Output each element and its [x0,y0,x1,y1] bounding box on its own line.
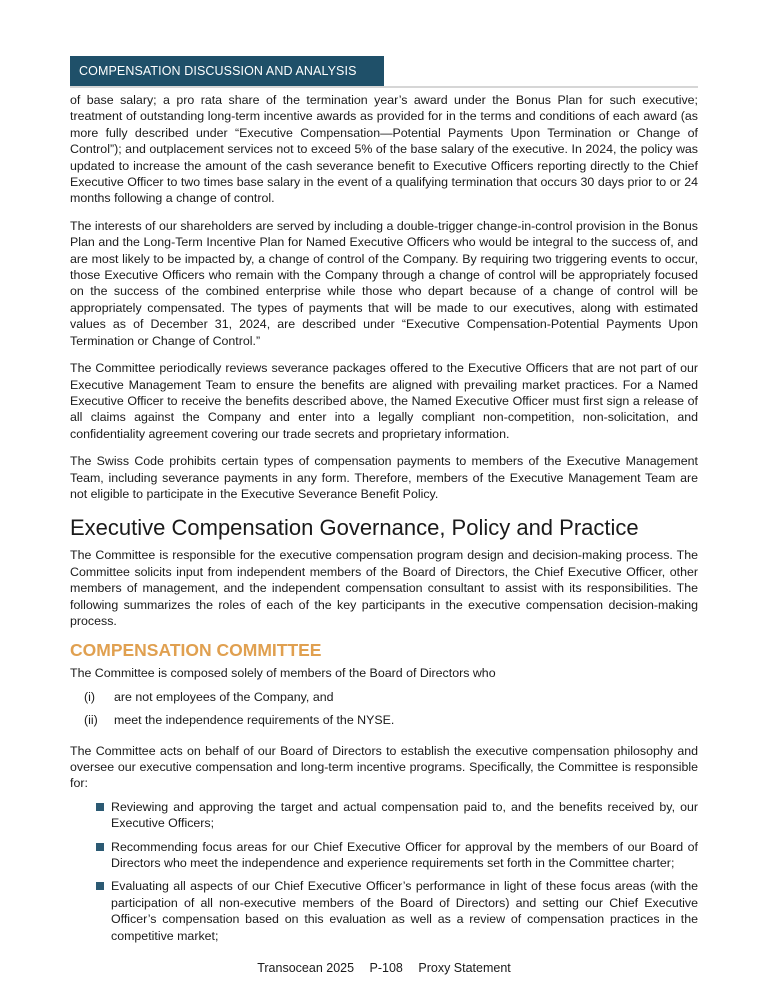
paragraph-governance-intro: The Committee is responsible for the executive compensation program design and decision-making process. The Committee solicits input from independent members of the Board of Directors, the Chief Executive Officer, other members of management, and the independent compensation consultant to assist with its responsibilities. The following summarizes the roles of each of the key participants in the executive compensation decision-making process. [70,548,698,628]
footer-page-number: P-108 [369,961,403,975]
page-content [70,92,698,951]
list-item-text: Recommending focus areas for our Chief Executive Officer for approval by the members of our Board of Directors who meet the independence and experience requirements set forth in the Committee charter; [111,839,698,871]
footer-document-title: Proxy Statement [418,961,511,975]
list-item [96,878,698,944]
paragraph-double-trigger: The interests of our shareholders are served by including a double-trigger change-in-control provision in the Bonus Plan and the Long-Term Incentive Plan for Named Executive Officers who would be integral to the success of, and are most likely to be impacted by, a change of control of the Company. By requiring two triggering events to occur, those Executive Officers who remain with the Company through a change of control will be appropriately focused on the success of the combined enterprise while those who depart because of a change of control will be appropriately compensated. The types of payments that will be made to our executives, along with estimated values as of December 31, 2024, are described under “Executive Compensation-Potential Payments Upon Termination or Change of Control.” [70,218,698,348]
header-divider [70,86,698,88]
section-header-band: COMPENSATION DISCUSSION AND ANALYSIS [70,56,384,86]
criteria-number: (i) [84,689,96,704]
paragraph-severance-review: The Committee periodically reviews severance packages offered to the Executive Officers that are not part of our Executive Management Team to ensure the benefits are aligned with prevailing market practices. For a Named Executive Officer to receive the benefits described above, the Named Executive Officer must first sign a release of all claims against the Company and enter into a legally compliant non-competition, non-solicitation, and confidentiality agreement covering our trade secrets and proprietary information. [70,361,698,441]
list-item-text: Reviewing and approving the target and actual compensation paid to, and the benefits received by, our Executive Officers; [111,799,698,831]
paragraph-swiss-code: The Swiss Code prohibits certain types of compensation payments to members of the Executive Management Team, including severance payments in any form. Therefore, members of the Executive Management Team are not eligible to participate in the Executive Severance Benefit Policy. [70,454,698,501]
criteria-item [70,689,698,705]
criteria-text: are not employees of the Company, and [114,689,334,704]
square-bullet-icon [96,803,104,811]
page-footer [0,961,768,975]
criteria-text: meet the independence requirements of the NYSE. [114,713,395,728]
list-item [96,839,698,872]
square-bullet-icon [96,843,104,851]
square-bullet-icon [96,882,104,890]
criteria-number: (ii) [84,713,98,728]
list-item-text: Evaluating all aspects of our Chief Executive Officer’s performance in light of these focus areas (with the participation of all non-executive members of the Board of Directors) and setting our Chief Executive Officer’s compensation based on this evaluation as well as a review of compensation practices in the competitive market; [111,879,698,943]
paragraph-committee-acts: The Committee acts on behalf of our Board of Directors to establish the executive compensation philosophy and oversee our executive compensation and long-term incentive programs. Specifically, the Committee is responsible for: [70,743,698,791]
paragraph-severance-benefits: of base salary; a pro rata share of the termination year’s award under the Bonus Plan for such executive; treatment of outstanding long-term incentive awards as provided for in the terms and conditions of each award (as more fully described under “Executive Compensation—Potential Payments Upon Termination or Change of Control”); and outplacement services not to exceed 5% of the base salary of the executive. In 2024, the policy was updated to increase the amount of the cash severance benefit to Executive Officers reporting directly to the Chief Executive Officer to two times base salary in the event of a qualifying termination that occurs 30 days prior to or 24 months following a change of control. [70,93,698,206]
responsibilities-list [96,799,698,944]
subsection-heading-committee: COMPENSATION COMMITTEE [70,640,322,661]
footer-company: Transocean 2025 [257,961,355,975]
criteria-item [70,712,698,728]
section-heading-governance: Executive Compensation Governance, Policy and Practice [70,515,639,541]
paragraph-committee-composition: The Committee is composed solely of members of the Board of Directors who [70,666,496,681]
list-item [96,799,698,832]
